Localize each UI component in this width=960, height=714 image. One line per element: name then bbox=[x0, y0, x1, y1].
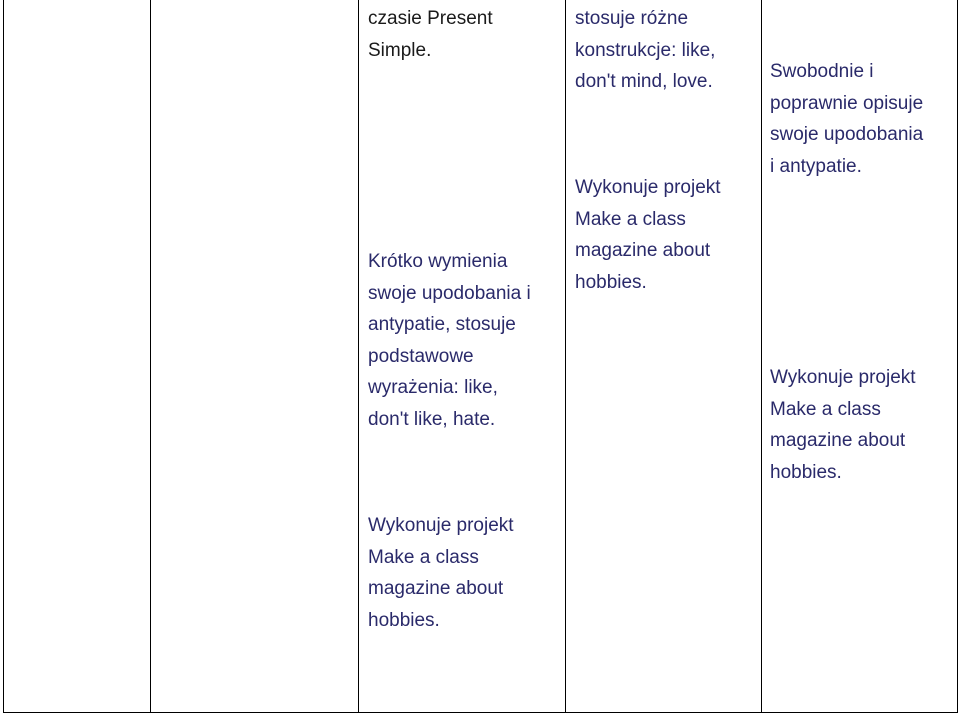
text-line: don't mind, love. bbox=[575, 71, 713, 92]
text-line: antypatie, stosuje bbox=[368, 314, 516, 335]
text-line: hobbies. bbox=[575, 271, 647, 293]
text-line: don't like, hate. bbox=[368, 408, 496, 430]
text-line: swoje upodobania i bbox=[368, 282, 531, 304]
text-line: Simple. bbox=[368, 39, 432, 61]
text-line: Make a class bbox=[575, 208, 686, 230]
text-line: i antypatie. bbox=[770, 155, 862, 177]
text-line: Make a class bbox=[770, 398, 881, 420]
text-line: Make a class bbox=[368, 546, 479, 568]
text-line: swoje upodobania bbox=[770, 124, 924, 145]
text-line: magazine about bbox=[368, 578, 504, 599]
text-line: podstawowe bbox=[368, 345, 474, 367]
text-line: hobbies. bbox=[770, 461, 842, 483]
table-border-col4 bbox=[761, 0, 762, 713]
text-line: konstrukcje: like, bbox=[575, 39, 716, 61]
text-line: magazine about bbox=[770, 430, 906, 451]
table-border-col1 bbox=[150, 0, 151, 713]
table-border-col2 bbox=[358, 0, 359, 713]
text-line: magazine about bbox=[575, 240, 711, 261]
table-border-col3 bbox=[565, 0, 566, 713]
text-line: Wykonuje projekt bbox=[368, 515, 514, 536]
table-border-bottom bbox=[3, 712, 958, 713]
text-line: Krótko wymienia bbox=[368, 251, 508, 272]
text-line: czasie Present bbox=[368, 8, 493, 29]
text-line: wyrażenia: like, bbox=[368, 377, 498, 398]
table-border-left bbox=[3, 0, 4, 713]
text-line: Wykonuje projekt bbox=[770, 367, 916, 388]
text-line: hobbies. bbox=[368, 609, 440, 631]
text-line: Swobodnie i bbox=[770, 61, 874, 82]
table-border-right bbox=[957, 0, 958, 713]
text-line: stosuje różne bbox=[575, 8, 689, 29]
text-line: poprawnie opisuje bbox=[770, 92, 924, 114]
text-line: Wykonuje projekt bbox=[575, 177, 721, 198]
